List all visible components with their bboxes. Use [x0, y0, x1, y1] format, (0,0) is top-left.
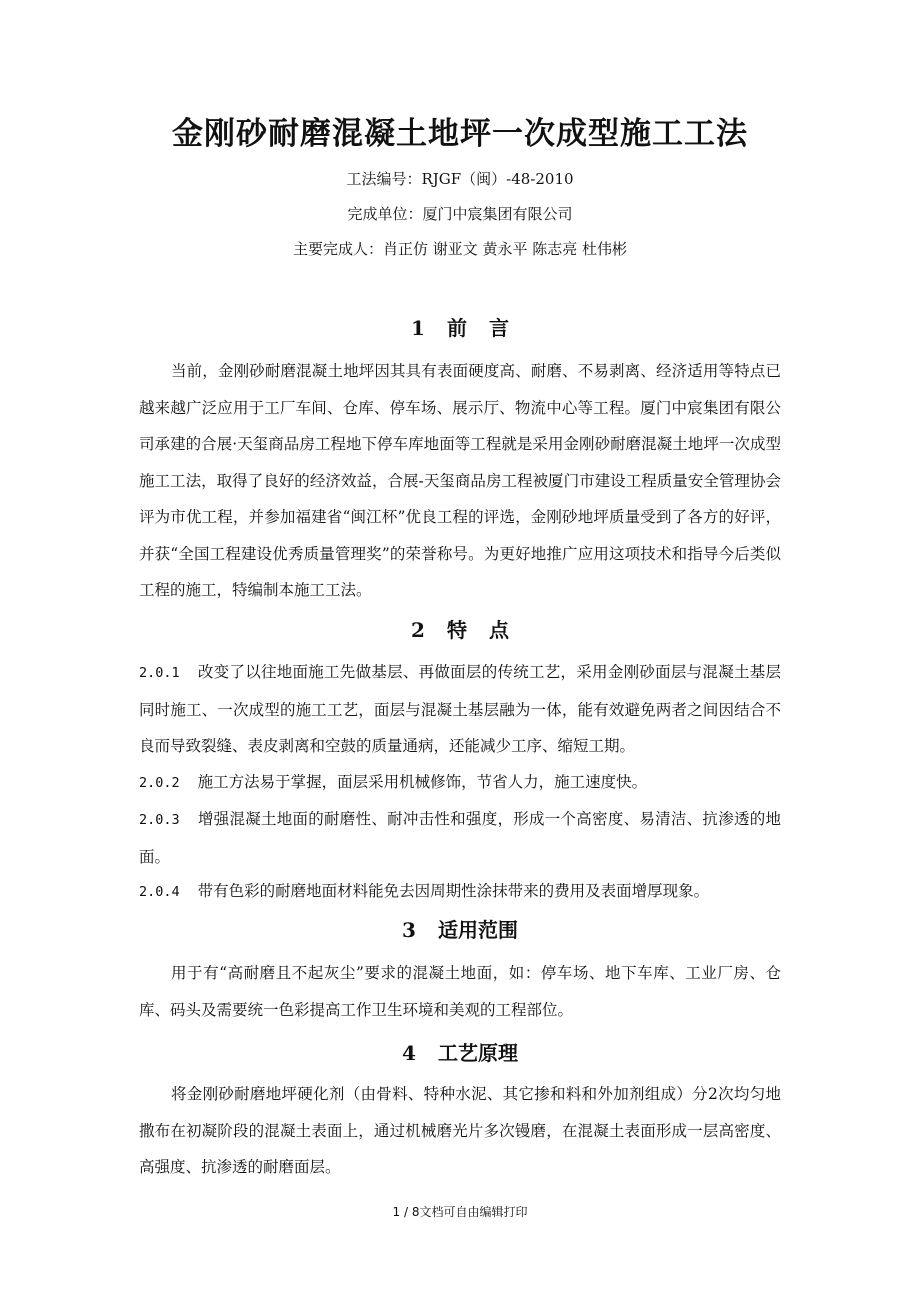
item-text: 改变了以往地面施工先做基层、再做面层的传统工艺，采用金刚砂面层与混凝土基层同时施工、一次成型的施工工艺，面层与混凝土基层融为一体，能有效避免两者之间因结合不良而导致裂缝、表皮剥离和空鼓的质量通病，还能减少工序、缩短工期。	[139, 663, 781, 755]
item-number: 2.0.3	[139, 812, 180, 828]
section-number: 4	[402, 1041, 416, 1065]
item-text: 增强混凝土地面的耐磨性、耐冲击性和强度，形成一个高密度、易清洁、抗渗透的地面。	[139, 810, 781, 866]
section-title: 工艺原理	[437, 1041, 518, 1065]
feature-item	[139, 801, 781, 875]
item-text: 施工方法易于掌握，面层采用机械修饰，节省人力，施工速度快。	[197, 773, 648, 791]
method-code: 工法编号：RJGF（闽）-48-2010	[346, 170, 574, 188]
item-number: 2.0.1	[139, 665, 180, 681]
feature-item	[139, 654, 781, 765]
section-title: 特点	[446, 618, 531, 642]
section-4-paragraph: 将金刚砂耐磨地坪硬化剂（由骨料、特种水泥、其它掺和料和外加剂组成）分2次均匀地撒布在初凝阶段的混凝土表面上，通过机械磨光片多次镘磨，在混凝土表面形成一层高密度、高强度、抗渗透的耐磨面层。	[139, 1085, 781, 1176]
completion-unit: 完成单位：厦门中宸集团有限公司	[347, 205, 573, 223]
item-number: 2.0.2	[139, 775, 180, 791]
feature-item	[139, 873, 781, 911]
document-title: 金刚砂耐磨混凝土地坪一次成型施工工法	[172, 116, 748, 152]
section-number: 1	[411, 316, 425, 340]
page-footer: 1 / 8文档可自由编辑打印	[392, 1205, 528, 1219]
section-heading-1	[0, 313, 920, 343]
section-number: 3	[402, 918, 416, 942]
section-title: 前言	[446, 316, 531, 340]
item-number: 2.0.4	[139, 884, 180, 900]
section-heading-3	[0, 915, 920, 945]
section-1-paragraph: 当前，金刚砂耐磨混凝土地坪因其具有表面硬度高、耐磨、不易剥离、经济适用等特点已越来越广泛应用于工厂车间、仓库、停车场、展示厅、物流中心等工程。厦门中宸集团有限公司承建的合展·天玺商品房工程地下停车库地面等工程就是采用金刚砂耐磨混凝土地坪一次成型施工工法，取得了良好的经济效益，合展-天玺商品房工程被厦门市建设工程质量安全管理协会评为市优工程，并参加福建省“闽江杯”优良工程的评选，金刚砂地坪质量受到了各方的好评，并获“全国工程建设优秀质量管理奖”的荣誉称号。为更好地推广应用这项技术和指导今后类似工程的施工，特编制本施工工法。	[139, 362, 781, 599]
section-title: 适用范围	[437, 918, 518, 942]
main-persons: 主要完成人：肖正仿 谢亚文 黄永平 陈志亮 杜伟彬	[292, 240, 628, 258]
item-text: 带有色彩的耐磨地面材料能免去因周期性涂抹带来的费用及表面增厚现象。	[197, 882, 710, 900]
section-number: 2	[411, 618, 425, 642]
section-heading-4	[0, 1038, 920, 1068]
section-heading-2	[0, 615, 920, 645]
feature-item	[139, 764, 781, 802]
section-3-paragraph: 用于有“高耐磨且不起灰尘”要求的混凝土地面，如：停车场、地下车库、工业厂房、仓库、码头及需要统一色彩提高工作卫生环境和美观的工程部位。	[139, 964, 781, 1019]
